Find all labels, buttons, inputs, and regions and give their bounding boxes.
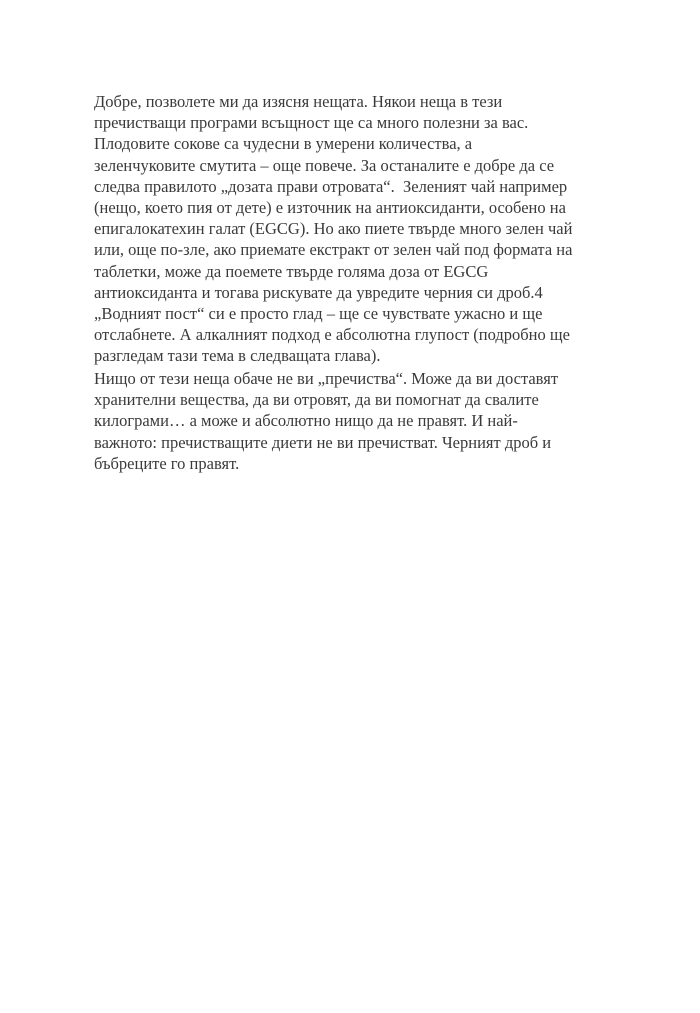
paragraph-line: Добре, позволете ми да изясня нещата. Някои неща в тези — [94, 92, 503, 111]
paragraph-line: „Водният пост“ си е просто глад – ще се чувствате ужасно и ще — [94, 304, 543, 324]
paragraph-2 — [94, 368, 634, 474]
paragraph-line: или, още по-зле, ако приемате екстракт от зелен чай под формата на — [94, 240, 573, 260]
paragraph-line: разгледам тази тема в следващата глава). — [94, 346, 381, 366]
paragraph-line: килограми… а може и абсолютно нищо да не правят. И най- — [94, 411, 518, 431]
paragraph-line: епигалокатехин галат (EGCG). Но ако пиете твърде много зелен чай — [94, 219, 573, 239]
paragraph-line: Плодовите сокове са чудесни в умерени количества, а — [94, 134, 473, 154]
paragraph-line: (нещо, което пия от дете) е източник на антиоксиданти, особено на — [94, 198, 566, 218]
paragraph-line: таблетки, може да поемете твърде голяма доза от EGCG — [94, 261, 489, 281]
paragraph-line: пречистващи програми всъщност ще са много полезни за вас. — [94, 113, 529, 133]
paragraph-1 — [94, 91, 634, 367]
paragraph-line: Нищо от тези неща обаче не ви „пречиства“. Може да ви доставят — [94, 369, 559, 388]
paragraph-line: антиоксиданта и тогава рискувате да увредите черния си дроб.4 — [94, 282, 543, 302]
paragraph-line: хранителни вещества, да ви отровят, да ви помогнат да свалите — [94, 390, 539, 410]
paragraph-line: зеленчуковите смутита – още повече. За останалите е добре да се — [94, 155, 555, 175]
paragraph-line: бъбреците го правят. — [94, 453, 240, 473]
paragraph-line: важното: пречистващите диети не ви пречистват. Черният дроб и — [94, 432, 552, 452]
paragraph-line: отслабнете. А алкалният подход е абсолютна глупост (подробно ще — [94, 325, 570, 345]
paragraph-line: следва правилото „дозата прави отровата“. Зеленият чай например — [94, 176, 568, 196]
